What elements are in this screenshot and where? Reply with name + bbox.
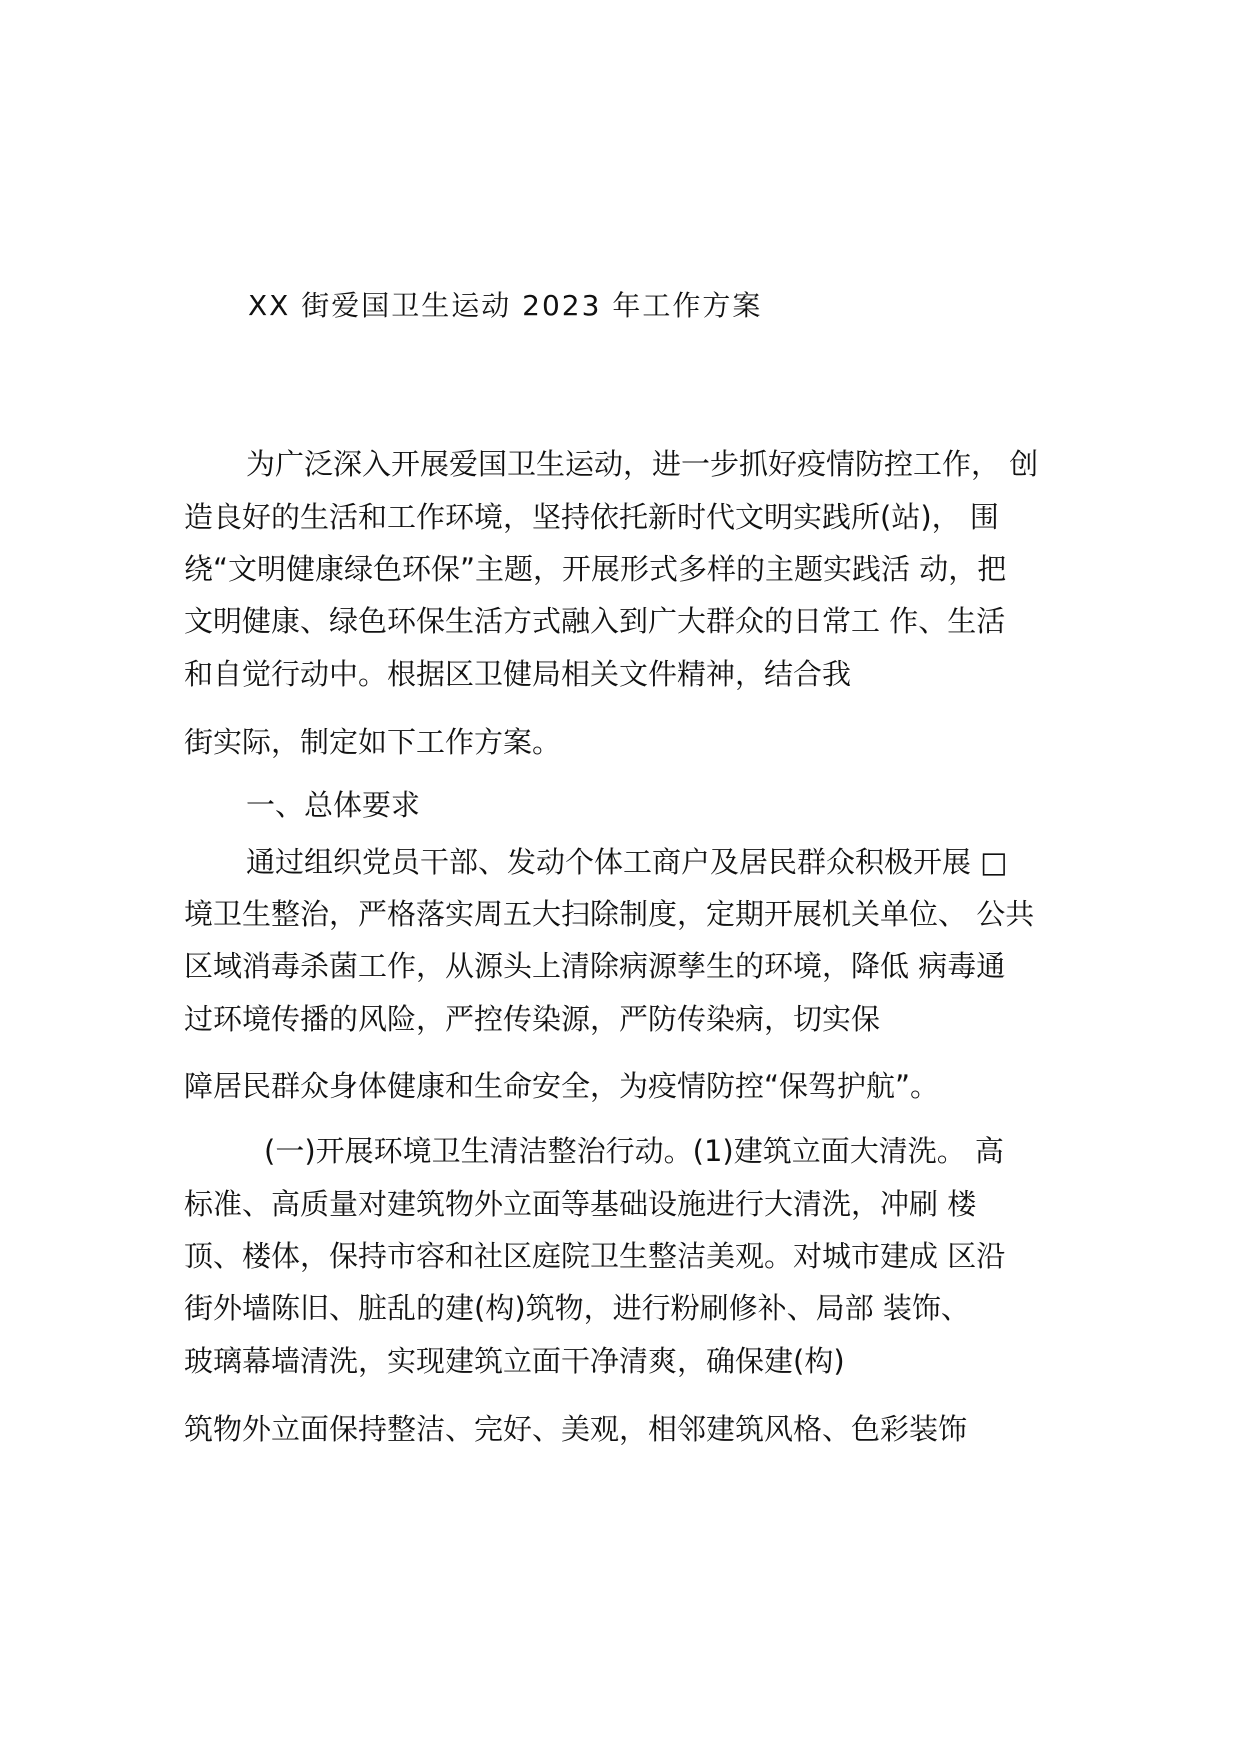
body-line: 街外墙陈旧、脏乱的建(构)筑物，进行粉刷修补、局部 装饰、 bbox=[184, 1291, 970, 1325]
subsection-line: (一)开展环境卫生清洁整治行动。(1)建筑立面大清洗。 高 bbox=[264, 1134, 1004, 1168]
body-line: 和自觉行动中。根据区卫健局相关文件精神，结合我 bbox=[184, 657, 852, 691]
body-line: 顶、楼体，保持市容和社区庭院卫生整洁美观。对城市建成 区沿 bbox=[184, 1239, 1006, 1273]
body-line: 造良好的生活和工作环境，坚持依托新时代文明实践所(站)， 围 bbox=[184, 500, 999, 534]
body-line: 筑物外立面保持整洁、完好、美观，相邻建筑风格、色彩装饰 bbox=[184, 1412, 968, 1446]
body-line: 障居民群众身体健康和生命安全，为疫情防控“保驾护航”。 bbox=[184, 1069, 940, 1103]
body-line: 文明健康、绿色环保生活方式融入到广大群众的日常工 作、生活 bbox=[184, 604, 1006, 638]
body-line: 标准、高质量对建筑物外立面等基础设施进行大清洗，冲刷 楼 bbox=[184, 1187, 977, 1221]
body-line: 过环境传播的风险，严控传染源，严防传染病，切实保 bbox=[184, 1002, 881, 1036]
body-line: 街实际，制定如下工作方案。 bbox=[184, 725, 562, 759]
section-heading: 一、总体要求 bbox=[246, 788, 421, 822]
body-line: 绕“文明健康绿色环保”主题，开展形式多样的主题实践活 动，把 bbox=[184, 552, 1007, 586]
body-line: 通过组织党员干部、发动个体工商户及居民群众积极开展 □ bbox=[246, 845, 1008, 879]
body-line: 区域消毒杀菌工作，从源头上清除病源孳生的环境，降低 病毒通 bbox=[184, 949, 1006, 983]
body-line: 境卫生整治，严格落实周五大扫除制度，定期开展机关单位、 公共 bbox=[184, 897, 1035, 931]
body-line: 为广泛深入开展爱国卫生运动，进一步抓好疫情防控工作， 创 bbox=[246, 447, 1039, 481]
body-line: 玻璃幕墙清洗，实现建筑立面干净清爽，确保建(构) bbox=[184, 1344, 845, 1378]
document-title: XX 街爱国卫生运动 2023 年工作方案 bbox=[248, 289, 763, 322]
